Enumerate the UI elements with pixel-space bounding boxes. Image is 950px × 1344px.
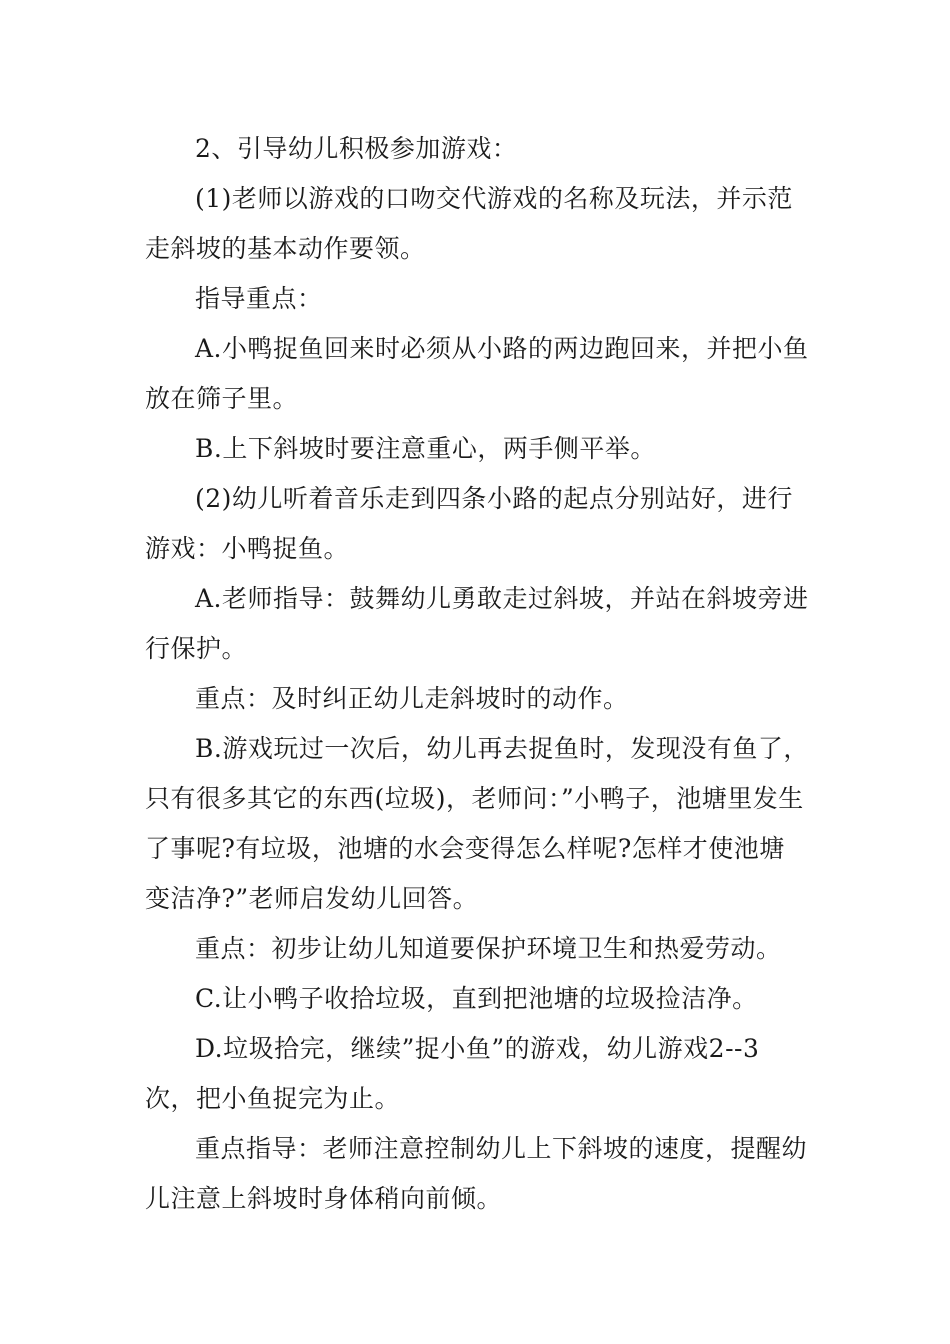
paragraph-game-c: C.让小鸭子收拾垃圾，直到把池塘的垃圾捡洁净。	[195, 984, 758, 1013]
paragraph-step-2-2: (2)幼儿听着音乐走到四条小路的起点分别站好，进行游戏：小鸭捉鱼。	[145, 484, 793, 563]
paragraph-game-d: D.垃圾拾完，继续”捉小鱼”的游戏，幼儿游戏2--3次，把小鱼捉完为止。	[145, 1034, 760, 1113]
paragraph-guidance-a: A.小鸭捉鱼回来时必须从小路的两边跑回来，并把小鱼放在筛子里。	[145, 334, 809, 413]
paragraph-step-2-1: (1)老师以游戏的口吻交代游戏的名称及玩法，并示范走斜坡的基本动作要领。	[145, 184, 793, 263]
paragraph-step-2-heading: 2、引导幼儿积极参加游戏：	[195, 134, 518, 163]
paragraph-key-guidance: 重点指导：老师注意控制幼儿上下斜坡的速度，提醒幼儿注意上斜坡时身体稍向前倾。	[145, 1134, 808, 1213]
paragraph-game-b: B.游戏玩过一次后，幼儿再去捉鱼时，发现没有鱼了，只有很多其它的东西(垃圾)，老师问：”小鸭子，池塘里发生了事呢?有垃圾，池塘的水会变得怎么样呢?怎样才使池塘变洁净?”老师启发幼儿回答。	[145, 734, 809, 913]
paragraph-guidance-heading: 指导重点：	[195, 284, 323, 313]
paragraph-guidance-b: B.上下斜坡时要注意重心，两手侧平举。	[195, 434, 656, 463]
paragraph-key-point-2: 重点：初步让幼儿知道要保护环境卫生和热爱劳动。	[195, 934, 782, 963]
paragraph-teacher-guidance-a: A.老师指导：鼓舞幼儿勇敢走过斜坡，并站在斜坡旁进行保护。	[145, 584, 809, 663]
document-body	[145, 124, 810, 1224]
paragraph-key-point-1: 重点：及时纠正幼儿走斜坡时的动作。	[195, 684, 629, 713]
